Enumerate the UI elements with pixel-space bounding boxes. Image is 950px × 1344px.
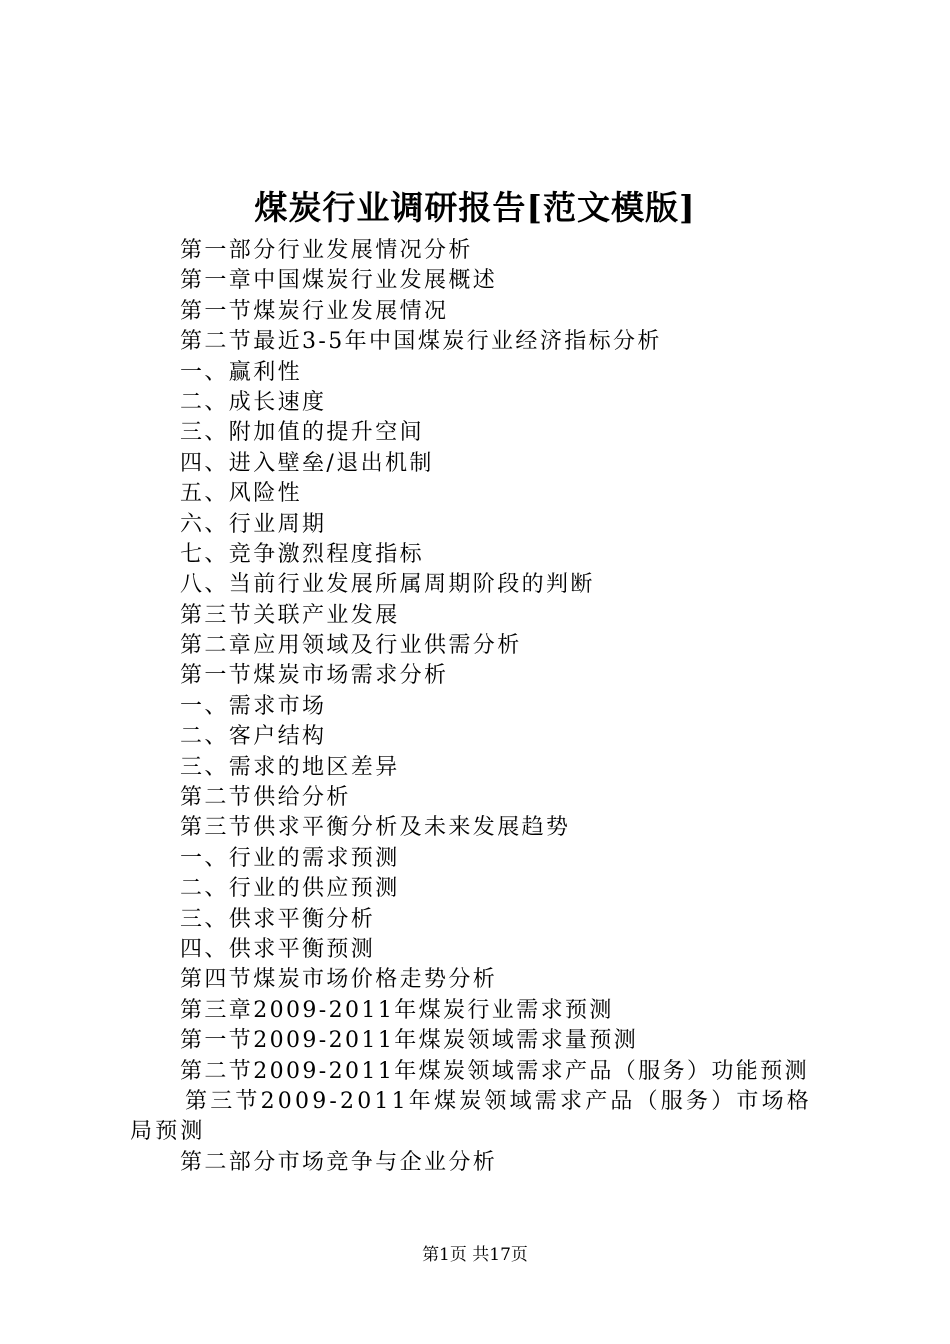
toc-line: 第二章应用领域及行业供需分析 <box>180 633 522 659</box>
toc-line: 三、附加值的提升空间 <box>180 420 425 446</box>
toc-line: 三、需求的地区差异 <box>180 754 400 780</box>
page-footer: 第1页 共17页 <box>422 1245 528 1265</box>
toc-line: 一、行业的需求预测 <box>180 845 400 871</box>
toc-line: 一、需求市场 <box>180 693 327 719</box>
toc-line: 一、赢利性 <box>180 359 303 385</box>
toc-line: 第一节煤炭行业发展情况 <box>180 298 449 324</box>
toc-line: 第三节2009-2011年煤炭领域需求产品（服务）市场格局预测 <box>130 1088 813 1145</box>
table-of-contents <box>130 236 830 1178</box>
toc-line: 二、成长速度 <box>180 389 327 415</box>
toc-line: 第一节2009-2011年煤炭领域需求量预测 <box>180 1028 639 1054</box>
toc-line: 第一章中国煤炭行业发展概述 <box>180 268 498 294</box>
toc-line: 第四节煤炭市场价格走势分析 <box>180 967 498 993</box>
toc-line: 二、行业的供应预测 <box>180 876 400 902</box>
toc-line: 四、供求平衡预测 <box>180 936 376 962</box>
toc-line: 三、供求平衡分析 <box>180 906 376 932</box>
toc-line: 第三节供求平衡分析及未来发展趋势 <box>180 815 571 841</box>
toc-line: 六、行业周期 <box>180 511 327 537</box>
toc-line: 第三章2009-2011年煤炭行业需求预测 <box>180 997 614 1023</box>
toc-line: 第二节2009-2011年煤炭领域需求产品（服务）功能预测 <box>180 1058 810 1084</box>
toc-line: 第二部分市场竞争与企业分析 <box>180 1149 498 1175</box>
toc-line: 第二节供给分析 <box>180 785 351 811</box>
toc-line: 四、进入壁垒/退出机制 <box>180 450 434 476</box>
toc-line: 第三节关联产业发展 <box>180 602 400 628</box>
toc-line: 二、客户结构 <box>180 724 327 750</box>
document-title: 煤炭行业调研报告[范文模版] <box>254 188 696 227</box>
toc-line: 五、风险性 <box>180 481 303 507</box>
toc-line: 第一节煤炭市场需求分析 <box>180 663 449 689</box>
toc-line: 七、竞争激烈程度指标 <box>180 541 425 567</box>
toc-line: 第二节最近3-5年中国煤炭行业经济指标分析 <box>180 329 662 355</box>
toc-line: 第一部分行业发展情况分析 <box>180 238 473 263</box>
toc-line: 八、当前行业发展所属周期阶段的判断 <box>180 572 595 598</box>
